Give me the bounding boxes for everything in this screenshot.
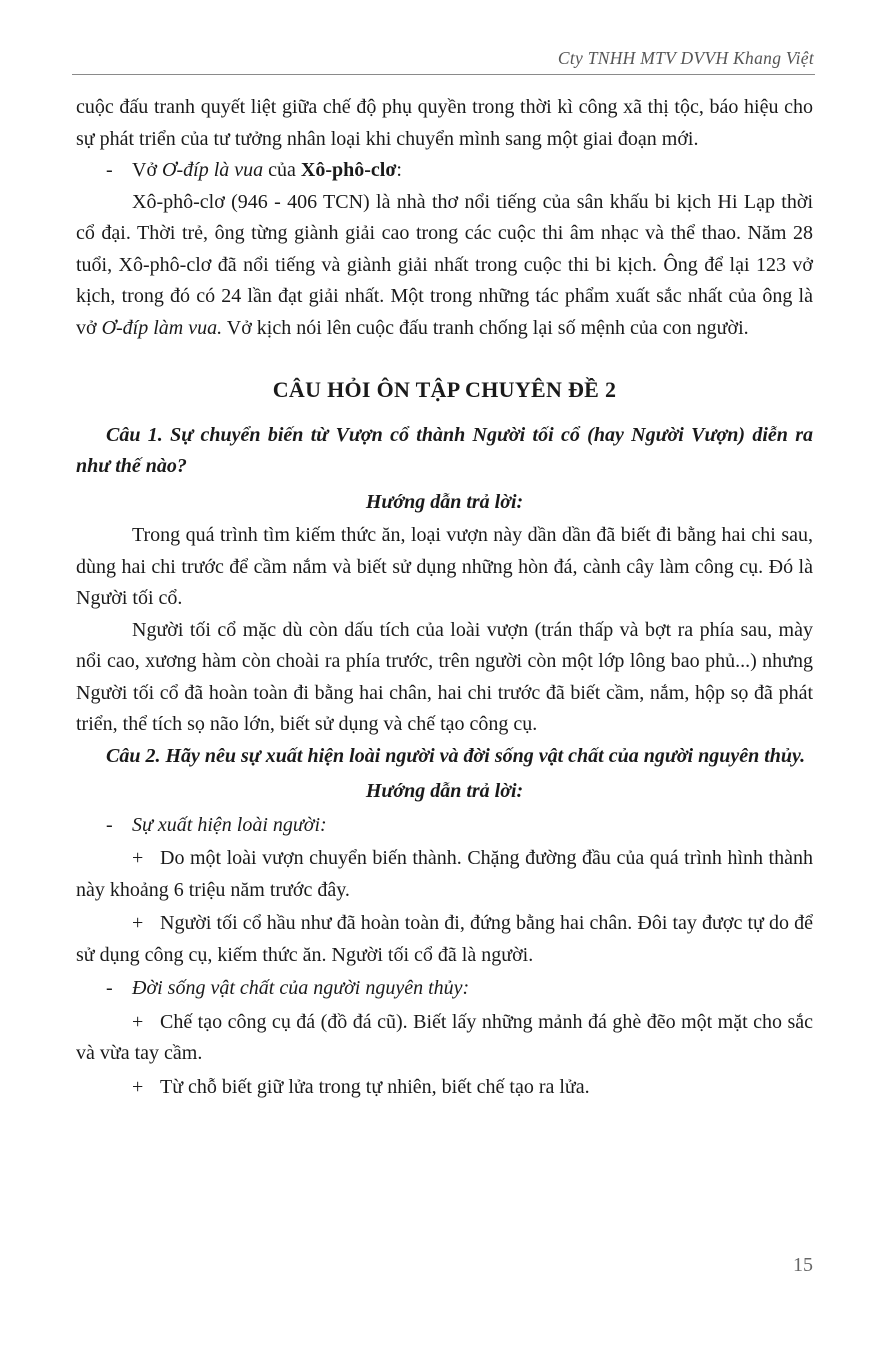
sub-item-text: Người tối cổ hầu như đã hoàn toàn đi, đứng bằng hai chân. Đôi tay được tự do để sử dụng công cụ, kiếm thức ăn. Người tối cổ đã là người. bbox=[76, 912, 813, 966]
item-mid: của bbox=[263, 159, 301, 181]
question-1: Câu 1. Sự chuyển biến từ Vượn cổ thành Người tối cổ (hay Người Vượn) diễn ra như thế nào? bbox=[76, 423, 813, 477]
answer-1-paragraph-1: Trong quá trình tìm kiếm thức ăn, loại vượn này dần dần đã biết đi bằng hai chi sau, dùng hai chi trước để cầm nắm và biết sử dụng những hòn đá, cành cây làm công cụ. Đó là Người tối cổ. bbox=[76, 524, 813, 609]
header-divider bbox=[72, 74, 815, 75]
answer-guide-label: Hướng dẫn trả lời: bbox=[365, 490, 524, 513]
sub-item-text: Chế tạo công cụ đá (đồ đá cũ). Biết lấy những mảnh đá ghè đẽo một mặt cho sắc và vừa tay cầm. bbox=[76, 1010, 813, 1064]
page-number: 15 bbox=[793, 1254, 813, 1276]
sub-item bbox=[76, 908, 813, 971]
play-title: Ơ-đíp là vua bbox=[162, 159, 264, 181]
dash-marker: - bbox=[106, 813, 113, 836]
list-item-appearance bbox=[76, 810, 813, 842]
list-item-material-life bbox=[76, 973, 813, 1005]
sub-item bbox=[76, 1007, 813, 1070]
bio-text: Xô-phô-clơ (946 - 406 TCN) là nhà thơ nổi tiếng của sân khấu bi kịch Hi Lạp thời cổ đại. Thời trẻ, ông từng giành giải cao trong các cuộc thi âm nhạc và thể thao. Năm 28 tuổi, Xô-phô-clơ đã nổi tiếng và giành giải nhất trong cuộc thi bi kịch. Ông để lại 123 vở kịch, trong đó có 24 lần đạt giải nhất. Một trong những tác phẩm xuất sắc nhất của ông là vở bbox=[76, 190, 813, 339]
section-title: CÂU HỎI ÔN TẬP CHUYÊN ĐỀ 2 bbox=[272, 377, 617, 402]
dash-marker: - bbox=[106, 159, 113, 181]
plus-marker: + bbox=[132, 1010, 144, 1033]
author-name: Xô-phô-clơ bbox=[300, 159, 397, 181]
answer-1-paragraph-2: Người tối cổ mặc dù còn dấu tích của loài vượn (trán thấp và bợt ra phía sau, mày nổi cao, xương hàm còn choài ra phía trước, trên người còn một lớp lông bao phủ...) nhưng Người tối cổ đã hoàn toàn đi bằng hai chân, hai chi trước đã biết cầm, nắm, hộp sọ đã phát triển, thể tích sọ não lớn, biết sử dụng và chế tạo công cụ. bbox=[76, 618, 813, 735]
plus-marker: + bbox=[132, 847, 144, 869]
dash-marker: - bbox=[106, 977, 113, 999]
paragraph-continuation: cuộc đấu tranh quyết liệt giữa chế độ phụ quyền trong thời kì công xã thị tộc, báo hiệu cho sự phát triển của tư tưởng nhân loại khi chuyển mình sang một giai đoạn mới. bbox=[76, 96, 813, 150]
plus-marker: + bbox=[132, 912, 144, 934]
page-body bbox=[76, 92, 813, 1103]
bio-play-title: Ơ-đíp làm vua. bbox=[101, 316, 223, 339]
item-pre: Vở bbox=[132, 159, 163, 181]
dash-text: Sự xuất hiện loài người: bbox=[132, 813, 327, 836]
plus-marker: + bbox=[132, 1075, 144, 1098]
paragraph-author-bio bbox=[76, 187, 813, 345]
sub-item bbox=[76, 1072, 813, 1104]
answer-guide-label-2: Hướng dẫn trả lời: bbox=[365, 780, 524, 802]
sub-item bbox=[76, 843, 813, 906]
item-post: : bbox=[396, 159, 402, 181]
list-item-play bbox=[76, 155, 813, 187]
running-header: Cty TNHH MTV DVVH Khang Việt bbox=[557, 48, 814, 68]
sub-item-text: Từ chỗ biết giữ lửa trong tự nhiên, biết chế tạo ra lửa. bbox=[160, 1075, 590, 1098]
sub-item-text: Do một loài vượn chuyển biến thành. Chặng đường đầu của quá trình hình thành này khoảng 6 triệu năm trước đây. bbox=[76, 847, 813, 901]
dash-text: Đời sống vật chất của người nguyên thủy: bbox=[132, 977, 470, 999]
bio-post: Vở kịch nói lên cuộc đấu tranh chống lại số mệnh của con người. bbox=[222, 316, 749, 339]
question-2: Câu 2. Hãy nêu sự xuất hiện loài người và đời sống vật chất của người nguyên thủy. bbox=[106, 744, 806, 767]
